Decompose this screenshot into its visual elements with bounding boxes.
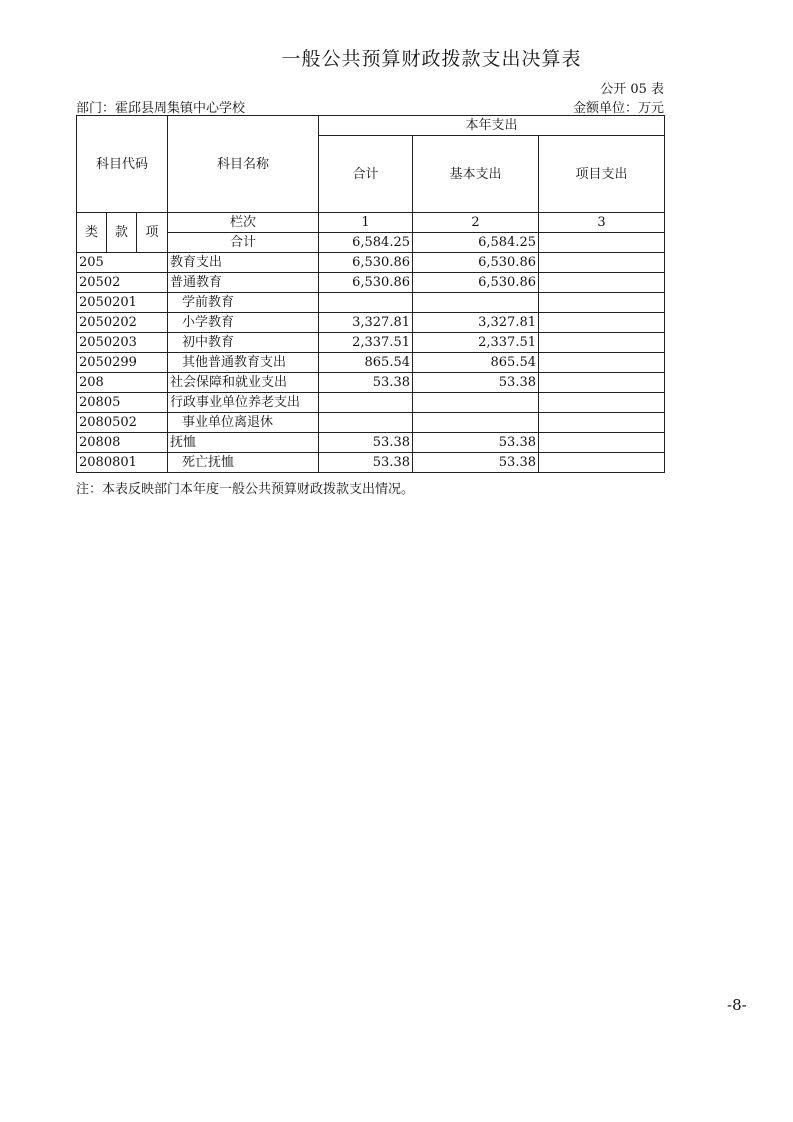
- header-kuan: 款: [107, 213, 137, 253]
- row-code: 2080801: [77, 453, 168, 473]
- row-name: 小学教育: [168, 313, 319, 333]
- header-lanci: 栏次: [168, 213, 319, 233]
- row-name: 抚恤: [168, 433, 319, 453]
- row-name: 教育支出: [168, 253, 319, 273]
- row-project: [539, 413, 665, 433]
- row-basic: 6,530.86: [413, 273, 539, 293]
- row-code: 2050203: [77, 333, 168, 353]
- row-total: 53.38: [319, 373, 413, 393]
- row-name: 初中教育: [168, 333, 319, 353]
- row-code: 20805: [77, 393, 168, 413]
- row-project: [539, 353, 665, 373]
- header-lei: 类: [77, 213, 107, 253]
- row-name: 社会保障和就业支出: [168, 373, 319, 393]
- row-total: 53.38: [319, 433, 413, 453]
- row-basic: 3,327.81: [413, 313, 539, 333]
- row-code: 205: [77, 253, 168, 273]
- row-code: 2050299: [77, 353, 168, 373]
- row-total: [319, 293, 413, 313]
- row-total: [319, 413, 413, 433]
- col-index-2: 2: [413, 213, 539, 233]
- table-row: [77, 453, 665, 473]
- row-basic: 53.38: [413, 433, 539, 453]
- row-basic: [413, 293, 539, 313]
- row-basic: 865.54: [413, 353, 539, 373]
- row-project: [539, 453, 665, 473]
- row-name: 死亡抚恤: [168, 453, 319, 473]
- row-project: [539, 393, 665, 413]
- row-project: [539, 373, 665, 393]
- table-row: [77, 413, 665, 433]
- row-project: [539, 333, 665, 353]
- col-index-1: 1: [319, 213, 413, 233]
- row-total: [319, 393, 413, 413]
- row-name: 学前教育: [168, 293, 319, 313]
- department-label: 部门：霍邱县周集镇中心学校: [76, 101, 246, 116]
- table-row: [77, 373, 665, 393]
- page-title: 一般公共预算财政拨款支出决算表: [281, 48, 582, 70]
- header-code: 科目代码: [77, 116, 168, 213]
- row-name: 其他普通教育支出: [168, 353, 319, 373]
- header-basic: 基本支出: [413, 136, 539, 213]
- row-basic: [413, 393, 539, 413]
- table-row: [77, 313, 665, 333]
- row-code: 20502: [77, 273, 168, 293]
- row-code: 2080502: [77, 413, 168, 433]
- row-basic: 53.38: [413, 373, 539, 393]
- table-row: [77, 253, 665, 273]
- row-basic: 53.38: [413, 453, 539, 473]
- row-total: 6,530.86: [319, 273, 413, 293]
- header-current-year: 本年支出: [319, 116, 665, 136]
- table-note: 注：本表反映部门本年度一般公共预算财政拨款支出情况。: [76, 482, 415, 497]
- row-code: 2050202: [77, 313, 168, 333]
- row-total: 53.38: [319, 453, 413, 473]
- amount-unit-label: 金额单位：万元: [572, 101, 664, 116]
- total-project: [539, 233, 665, 253]
- col-index-3: 3: [539, 213, 665, 233]
- table-row: [77, 293, 665, 313]
- row-basic: [413, 413, 539, 433]
- header-total: 合计: [319, 136, 413, 213]
- header-xiang: 项: [137, 213, 168, 253]
- header-name: 科目名称: [168, 116, 319, 213]
- header-project: 项目支出: [539, 136, 665, 213]
- row-code: 20808: [77, 433, 168, 453]
- row-total: 3,327.81: [319, 313, 413, 333]
- row-project: [539, 293, 665, 313]
- form-number: 公开 05 表: [600, 82, 664, 97]
- table-row: [77, 353, 665, 373]
- row-name: 事业单位离退休: [168, 413, 319, 433]
- table-row: [77, 333, 665, 353]
- row-basic: 2,337.51: [413, 333, 539, 353]
- table-row: [77, 393, 665, 413]
- row-name: 行政事业单位养老支出: [168, 393, 319, 413]
- row-project: [539, 313, 665, 333]
- row-total: 2,337.51: [319, 333, 413, 353]
- row-total: 6,530.86: [319, 253, 413, 273]
- row-name: 普通教育: [168, 273, 319, 293]
- row-project: [539, 253, 665, 273]
- row-code: 2050201: [77, 293, 168, 313]
- row-project: [539, 273, 665, 293]
- row-basic: 6,530.86: [413, 253, 539, 273]
- expenditure-table: [76, 115, 665, 473]
- row-project: [539, 433, 665, 453]
- total-amount: 6,584.25: [319, 233, 413, 253]
- total-basic: 6,584.25: [413, 233, 539, 253]
- row-total: 865.54: [319, 353, 413, 373]
- table-row: [77, 433, 665, 453]
- table-row: [77, 273, 665, 293]
- row-code: 208: [77, 373, 168, 393]
- total-label: 合计: [168, 233, 319, 253]
- page-number: -8-: [727, 996, 747, 1014]
